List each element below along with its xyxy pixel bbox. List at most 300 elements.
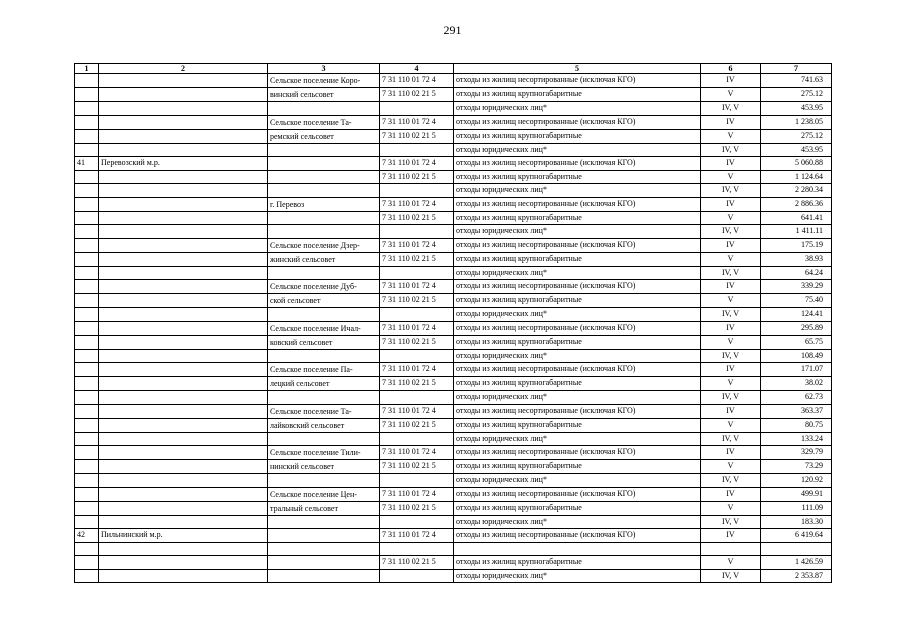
waste-type-cell: отходы из жилищ несортированные (исключая КГО): [454, 115, 701, 129]
amount-cell: 80.75: [761, 418, 832, 432]
district-cell: [99, 377, 268, 391]
amount-cell: 175.19: [761, 238, 832, 252]
district-cell: [99, 252, 268, 266]
hazard-class-cell: V: [701, 129, 761, 143]
amount-cell: 111.09: [761, 501, 832, 515]
fkko-code-cell: [380, 542, 454, 556]
district-cell: [99, 335, 268, 349]
table-row: [75, 335, 832, 349]
header-cell: 7: [761, 64, 832, 74]
amount-cell: 133.24: [761, 432, 832, 446]
fkko-code-cell: [380, 225, 454, 239]
fkko-code-cell: 7 31 110 02 21 5: [380, 556, 454, 570]
row-number-cell: [75, 474, 99, 488]
district-cell: [99, 170, 268, 184]
fkko-code-cell: [380, 266, 454, 280]
amount-cell: 1 238.05: [761, 115, 832, 129]
table-row: [75, 391, 832, 405]
row-number-cell: [75, 569, 99, 583]
table-row: [75, 363, 832, 377]
row-number-cell: [75, 238, 99, 252]
table-row: [75, 321, 832, 335]
district-cell: Перевозский м.р.: [99, 157, 268, 171]
table-row: [75, 225, 832, 239]
row-number-cell: [75, 556, 99, 570]
waste-type-cell: отходы из жилищ несортированные (исключая КГО): [454, 280, 701, 294]
header-row: [75, 64, 832, 74]
table-row: [75, 143, 832, 157]
hazard-class-cell: IV, V: [701, 184, 761, 198]
district-cell: [99, 391, 268, 405]
settlement-cell: Сельское поселение Та-: [268, 404, 380, 418]
fkko-code-cell: [380, 184, 454, 198]
district-cell: [99, 88, 268, 102]
district-cell: [99, 556, 268, 570]
table-row: [75, 129, 832, 143]
row-number-cell: [75, 170, 99, 184]
hazard-class-cell: IV: [701, 446, 761, 460]
header-cell: 3: [268, 64, 380, 74]
settlement-cell: [268, 569, 380, 583]
hazard-class-cell: IV, V: [701, 569, 761, 583]
table-row: [75, 184, 832, 198]
amount-cell: 499.91: [761, 487, 832, 501]
hazard-class-cell: IV: [701, 363, 761, 377]
hazard-class-cell: IV, V: [701, 432, 761, 446]
header-cell: 4: [380, 64, 454, 74]
waste-type-cell: отходы из жилищ несортированные (исключая КГО): [454, 487, 701, 501]
district-cell: [99, 225, 268, 239]
hazard-class-cell: IV, V: [701, 225, 761, 239]
district-cell: [99, 115, 268, 129]
amount-cell: 73.29: [761, 460, 832, 474]
fkko-code-cell: 7 31 110 02 21 5: [380, 460, 454, 474]
table-row: [75, 569, 832, 583]
fkko-code-cell: [380, 102, 454, 116]
hazard-class-cell: IV: [701, 115, 761, 129]
amount-cell: 38.93: [761, 252, 832, 266]
fkko-code-cell: 7 31 110 01 72 4: [380, 197, 454, 211]
table-row: [75, 252, 832, 266]
amount-cell: 64.24: [761, 266, 832, 280]
waste-type-cell: отходы юридических лиц*: [454, 266, 701, 280]
row-number-cell: [75, 266, 99, 280]
table-row: [75, 377, 832, 391]
header-cell: 2: [99, 64, 268, 74]
settlement-cell: ковский сельсовет: [268, 335, 380, 349]
district-cell: [99, 487, 268, 501]
waste-type-cell: отходы юридических лиц*: [454, 225, 701, 239]
row-number-cell: [75, 184, 99, 198]
page-number: 291: [443, 23, 462, 37]
amount-cell: 1 124.64: [761, 170, 832, 184]
hazard-class-cell: V: [701, 335, 761, 349]
hazard-class-cell: V: [701, 211, 761, 225]
settlement-cell: [268, 515, 380, 529]
district-cell: [99, 501, 268, 515]
table-row: [75, 74, 832, 88]
waste-type-cell: отходы юридических лиц*: [454, 569, 701, 583]
hazard-class-cell: IV, V: [701, 391, 761, 405]
district-cell: [99, 349, 268, 363]
fkko-code-cell: 7 31 110 01 72 4: [380, 529, 454, 543]
settlement-cell: Сельское поселение Цен-: [268, 487, 380, 501]
waste-type-cell: отходы из жилищ крупногабаритные: [454, 418, 701, 432]
amount-cell: 641.41: [761, 211, 832, 225]
table-row: [75, 404, 832, 418]
amount-cell: 171.07: [761, 363, 832, 377]
table-row: [75, 238, 832, 252]
row-number-cell: [75, 74, 99, 88]
row-number-cell: [75, 349, 99, 363]
row-number-cell: [75, 418, 99, 432]
row-number-cell: [75, 294, 99, 308]
amount-cell: 6 419.64: [761, 529, 832, 543]
hazard-class-cell: V: [701, 252, 761, 266]
waste-type-cell: отходы юридических лиц*: [454, 349, 701, 363]
hazard-class-cell: IV: [701, 404, 761, 418]
waste-type-cell: отходы из жилищ крупногабаритные: [454, 170, 701, 184]
settlement-cell: тральный сельсовет: [268, 501, 380, 515]
hazard-class-cell: V: [701, 170, 761, 184]
fkko-code-cell: [380, 143, 454, 157]
settlement-cell: [268, 157, 380, 171]
settlement-cell: нинский сельсовет: [268, 460, 380, 474]
row-number-cell: [75, 252, 99, 266]
fkko-code-cell: [380, 432, 454, 446]
table-row: [75, 211, 832, 225]
hazard-class-cell: IV, V: [701, 515, 761, 529]
settlement-cell: лецкий сельсовет: [268, 377, 380, 391]
fkko-code-cell: 7 31 110 02 21 5: [380, 501, 454, 515]
table-row: [75, 157, 832, 171]
hazard-class-cell: IV: [701, 487, 761, 501]
settlement-cell: винский сельсовет: [268, 88, 380, 102]
waste-type-cell: отходы из жилищ несортированные (исключая КГО): [454, 157, 701, 171]
row-number-cell: [75, 515, 99, 529]
hazard-class-cell: IV, V: [701, 102, 761, 116]
row-number-cell: [75, 88, 99, 102]
waste-type-cell: отходы юридических лиц*: [454, 143, 701, 157]
settlement-cell: [268, 529, 380, 543]
table-row: [75, 266, 832, 280]
district-cell: [99, 102, 268, 116]
table-row: [75, 542, 832, 556]
hazard-class-cell: IV, V: [701, 349, 761, 363]
settlement-cell: Сельское поселение Ичал-: [268, 321, 380, 335]
amount-cell: 2 886.36: [761, 197, 832, 211]
fkko-code-cell: [380, 308, 454, 322]
district-cell: [99, 432, 268, 446]
district-cell: [99, 542, 268, 556]
waste-type-cell: отходы из жилищ крупногабаритные: [454, 129, 701, 143]
hazard-class-cell: V: [701, 556, 761, 570]
settlement-cell: [268, 184, 380, 198]
amount-cell: 2 280.34: [761, 184, 832, 198]
fkko-code-cell: [380, 474, 454, 488]
hazard-class-cell: IV, V: [701, 143, 761, 157]
district-cell: [99, 238, 268, 252]
amount-cell: 5 060.88: [761, 157, 832, 171]
table-row: [75, 487, 832, 501]
row-number-cell: [75, 363, 99, 377]
waste-type-cell: отходы из жилищ крупногабаритные: [454, 377, 701, 391]
fkko-code-cell: 7 31 110 02 21 5: [380, 170, 454, 184]
amount-cell: 1 411.11: [761, 225, 832, 239]
settlement-cell: Сельское поселение Дзер-: [268, 238, 380, 252]
waste-type-cell: отходы юридических лиц*: [454, 102, 701, 116]
table-row: [75, 197, 832, 211]
waste-type-cell: отходы юридических лиц*: [454, 474, 701, 488]
waste-type-cell: отходы юридических лиц*: [454, 391, 701, 405]
waste-type-cell: отходы из жилищ несортированные (исключая КГО): [454, 404, 701, 418]
fkko-code-cell: [380, 515, 454, 529]
hazard-class-cell: [701, 542, 761, 556]
amount-cell: 295.89: [761, 321, 832, 335]
settlement-cell: [268, 102, 380, 116]
district-cell: [99, 280, 268, 294]
waste-type-cell: отходы из жилищ несортированные (исключая КГО): [454, 74, 701, 88]
row-number-cell: [75, 211, 99, 225]
fkko-code-cell: 7 31 110 01 72 4: [380, 280, 454, 294]
hazard-class-cell: V: [701, 418, 761, 432]
hazard-class-cell: IV: [701, 238, 761, 252]
waste-type-cell: отходы юридических лиц*: [454, 308, 701, 322]
row-number-cell: [75, 432, 99, 446]
table-row: [75, 432, 832, 446]
waste-type-cell: [454, 542, 701, 556]
row-number-cell: 42: [75, 529, 99, 543]
fkko-code-cell: 7 31 110 01 72 4: [380, 238, 454, 252]
amount-cell: 275.12: [761, 88, 832, 102]
row-number-cell: 41: [75, 157, 99, 171]
row-number-cell: [75, 391, 99, 405]
fkko-code-cell: 7 31 110 01 72 4: [380, 321, 454, 335]
amount-cell: 124.41: [761, 308, 832, 322]
amount-cell: 329.79: [761, 446, 832, 460]
hazard-class-cell: IV: [701, 197, 761, 211]
fkko-code-cell: 7 31 110 02 21 5: [380, 335, 454, 349]
fkko-code-cell: 7 31 110 01 72 4: [380, 487, 454, 501]
table-row: [75, 418, 832, 432]
amount-cell: 363.37: [761, 404, 832, 418]
amount-cell: 741.63: [761, 74, 832, 88]
hazard-class-cell: IV: [701, 529, 761, 543]
district-cell: [99, 515, 268, 529]
row-number-cell: [75, 143, 99, 157]
settlement-cell: Сельское поселение Тили-: [268, 446, 380, 460]
amount-cell: 339.29: [761, 280, 832, 294]
settlement-cell: [268, 266, 380, 280]
settlement-cell: [268, 432, 380, 446]
row-number-cell: [75, 377, 99, 391]
settlement-cell: [268, 474, 380, 488]
row-number-cell: [75, 321, 99, 335]
table-row: [75, 170, 832, 184]
district-cell: [99, 74, 268, 88]
settlement-cell: [268, 170, 380, 184]
settlement-cell: г. Перевоз: [268, 197, 380, 211]
settlement-cell: [268, 556, 380, 570]
hazard-class-cell: IV: [701, 280, 761, 294]
header-cell: 6: [701, 64, 761, 74]
fkko-code-cell: [380, 391, 454, 405]
hazard-class-cell: V: [701, 501, 761, 515]
amount-cell: 75.40: [761, 294, 832, 308]
amount-cell: 38.02: [761, 377, 832, 391]
table-row: [75, 294, 832, 308]
table-row: [75, 460, 832, 474]
row-number-cell: [75, 308, 99, 322]
amount-cell: 108.49: [761, 349, 832, 363]
waste-type-cell: отходы из жилищ несортированные (исключая КГО): [454, 529, 701, 543]
amount-cell: 65.75: [761, 335, 832, 349]
row-number-cell: [75, 460, 99, 474]
district-cell: [99, 184, 268, 198]
district-cell: [99, 418, 268, 432]
hazard-class-cell: IV: [701, 74, 761, 88]
amount-cell: 1 426.59: [761, 556, 832, 570]
row-number-cell: [75, 225, 99, 239]
table-row: [75, 349, 832, 363]
row-number-cell: [75, 197, 99, 211]
table-row: [75, 529, 832, 543]
header-cell: 5: [454, 64, 701, 74]
hazard-class-cell: V: [701, 460, 761, 474]
waste-type-cell: отходы из жилищ несортированные (исключая КГО): [454, 321, 701, 335]
waste-type-cell: отходы юридических лиц*: [454, 432, 701, 446]
settlement-cell: лайковский сельсовет: [268, 418, 380, 432]
district-cell: [99, 363, 268, 377]
hazard-class-cell: V: [701, 88, 761, 102]
hazard-class-cell: V: [701, 294, 761, 308]
table-row: [75, 88, 832, 102]
table-row: [75, 102, 832, 116]
settlement-cell: [268, 349, 380, 363]
district-cell: [99, 294, 268, 308]
row-number-cell: [75, 335, 99, 349]
amount-cell: [761, 542, 832, 556]
fkko-code-cell: 7 31 110 02 21 5: [380, 211, 454, 225]
waste-table: [74, 63, 832, 583]
table-row: [75, 115, 832, 129]
hazard-class-cell: IV, V: [701, 266, 761, 280]
hazard-class-cell: V: [701, 377, 761, 391]
fkko-code-cell: 7 31 110 01 72 4: [380, 157, 454, 171]
fkko-code-cell: [380, 349, 454, 363]
district-cell: [99, 197, 268, 211]
table-row: [75, 501, 832, 515]
fkko-code-cell: 7 31 110 01 72 4: [380, 115, 454, 129]
fkko-code-cell: 7 31 110 02 21 5: [380, 418, 454, 432]
district-cell: [99, 129, 268, 143]
district-cell: [99, 404, 268, 418]
settlement-cell: жинский сельсовет: [268, 252, 380, 266]
amount-cell: 120.92: [761, 474, 832, 488]
hazard-class-cell: IV, V: [701, 474, 761, 488]
waste-type-cell: отходы из жилищ несортированные (исключая КГО): [454, 446, 701, 460]
district-cell: [99, 569, 268, 583]
waste-type-cell: отходы из жилищ крупногабаритные: [454, 501, 701, 515]
header-cell: 1: [75, 64, 99, 74]
district-cell: [99, 143, 268, 157]
settlement-cell: [268, 143, 380, 157]
table-row: [75, 515, 832, 529]
waste-type-cell: отходы из жилищ крупногабаритные: [454, 294, 701, 308]
hazard-class-cell: IV: [701, 321, 761, 335]
table-row: [75, 446, 832, 460]
settlement-cell: Сельское поселение Па-: [268, 363, 380, 377]
settlement-cell: Сельское поселение Та-: [268, 115, 380, 129]
fkko-code-cell: 7 31 110 02 21 5: [380, 377, 454, 391]
district-cell: [99, 321, 268, 335]
waste-type-cell: отходы из жилищ несортированные (исключая КГО): [454, 197, 701, 211]
waste-type-cell: отходы юридических лиц*: [454, 184, 701, 198]
table-row: [75, 474, 832, 488]
row-number-cell: [75, 404, 99, 418]
waste-type-cell: отходы из жилищ крупногабаритные: [454, 460, 701, 474]
waste-type-cell: отходы из жилищ крупногабаритные: [454, 252, 701, 266]
row-number-cell: [75, 501, 99, 515]
hazard-class-cell: IV: [701, 157, 761, 171]
waste-type-cell: отходы из жилищ крупногабаритные: [454, 556, 701, 570]
row-number-cell: [75, 542, 99, 556]
district-cell: [99, 211, 268, 225]
waste-type-cell: отходы из жилищ крупногабаритные: [454, 335, 701, 349]
fkko-code-cell: 7 31 110 01 72 4: [380, 404, 454, 418]
row-number-cell: [75, 446, 99, 460]
settlement-cell: [268, 542, 380, 556]
table-row: [75, 556, 832, 570]
fkko-code-cell: 7 31 110 02 21 5: [380, 129, 454, 143]
amount-cell: 275.12: [761, 129, 832, 143]
fkko-code-cell: 7 31 110 02 21 5: [380, 88, 454, 102]
settlement-cell: [268, 308, 380, 322]
district-cell: [99, 308, 268, 322]
amount-cell: 183.30: [761, 515, 832, 529]
fkko-code-cell: [380, 569, 454, 583]
settlement-cell: [268, 225, 380, 239]
row-number-cell: [75, 280, 99, 294]
settlement-cell: [268, 211, 380, 225]
fkko-code-cell: 7 31 110 01 72 4: [380, 446, 454, 460]
district-cell: [99, 266, 268, 280]
fkko-code-cell: 7 31 110 02 21 5: [380, 252, 454, 266]
settlement-cell: ремский сельсовет: [268, 129, 380, 143]
row-number-cell: [75, 487, 99, 501]
district-cell: [99, 460, 268, 474]
row-number-cell: [75, 115, 99, 129]
settlement-cell: Сельское поселение Дуб-: [268, 280, 380, 294]
waste-type-cell: отходы из жилищ крупногабаритные: [454, 88, 701, 102]
amount-cell: 453.95: [761, 143, 832, 157]
waste-type-cell: отходы из жилищ несортированные (исключая КГО): [454, 363, 701, 377]
table-row: [75, 280, 832, 294]
district-cell: [99, 474, 268, 488]
district-cell: Пильнинский м.р.: [99, 529, 268, 543]
settlement-cell: Сельское поселение Коро-: [268, 74, 380, 88]
amount-cell: 62.73: [761, 391, 832, 405]
fkko-code-cell: 7 31 110 02 21 5: [380, 294, 454, 308]
hazard-class-cell: IV, V: [701, 308, 761, 322]
waste-type-cell: отходы юридических лиц*: [454, 515, 701, 529]
row-number-cell: [75, 102, 99, 116]
fkko-code-cell: 7 31 110 01 72 4: [380, 74, 454, 88]
amount-cell: 453.95: [761, 102, 832, 116]
table-row: [75, 308, 832, 322]
waste-type-cell: отходы из жилищ крупногабаритные: [454, 211, 701, 225]
district-cell: [99, 446, 268, 460]
